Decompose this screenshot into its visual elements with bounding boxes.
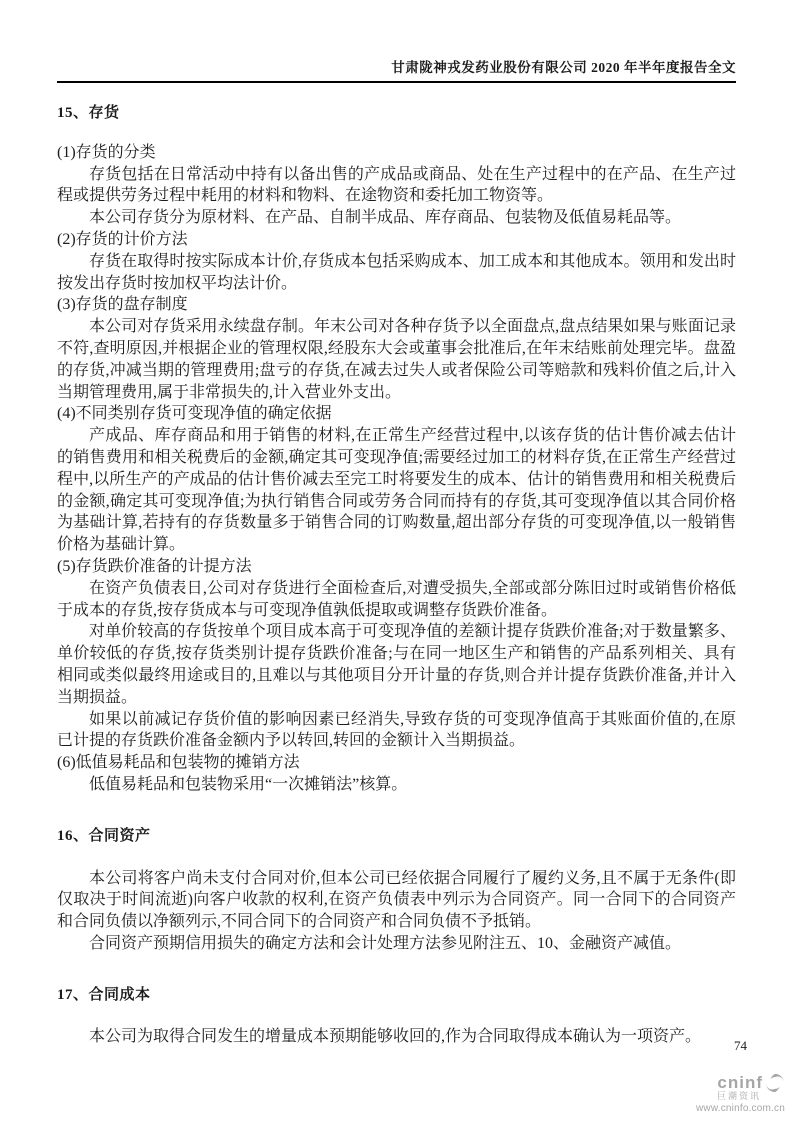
paragraph: 存货在取得时按实际成本计价,存货成本包括采购成本、加工成本和其他成本。领用和发出时按发出存货时按加权平均法计价。: [57, 252, 736, 292]
subsection-heading: (6)低值易耗品和包装物的摊销方法: [57, 754, 300, 772]
paragraph: 本公司将客户尚未支付合同对价,但本公司已经依据合同履行了履约义务,且不属于无条件(即仅取决于时间流逝)向客户收款的权利,在资产负债表中列示为合同资产。同一合同下的合同资产和合同负债以净额列示,不同合同下的合同资产和合同负债不予抵销。: [57, 869, 736, 931]
logo-brand-text: cninf: [717, 1072, 763, 1092]
page-header: [57, 0, 736, 83]
paragraph: 低值易耗品和包装物采用“一次摊销法”核算。: [89, 775, 408, 793]
cninfo-swirl-icon: [765, 1073, 785, 1093]
paragraph: 存货包括在日常活动中持有以备出售的产成品或商品、处在生产过程中的在产品、在生产过程或提供劳务过程中耗用的材料和物料、在途物资和委托加工物资等。: [57, 165, 736, 205]
paragraph: 对单价较高的存货按单个项目成本高于可变现净值的差额计提存货跌价准备;对于数量繁多、单价较低的存货,按存货类别计提存货跌价准备;与在同一地区生产和销售的产品系列相关、具有相同或类似最终用途或目的,且难以与其他项目分开计量的存货,则合并计提存货跌价准备,并计入当期损益。: [57, 623, 736, 706]
subsection-heading: (2)存货的计价方法: [57, 230, 188, 248]
page-number: 74: [734, 1038, 747, 1053]
section-title-15: 15、存货: [57, 105, 120, 121]
header-title: 甘肃陇神戎发药业股份有限公司 2020 年半年度报告全文: [391, 60, 736, 75]
logo-url: www.cninfo.com.cn: [696, 1103, 785, 1114]
paragraph: 在资产负债表日,公司对存货进行全面检查后,对遭受损失,全部或部分陈旧过时或销售价格低于成本的存货,按存货成本与可变现净值孰低提取或调整存货跌价准备。: [57, 579, 736, 619]
paragraph: 本公司为取得合同发生的增量成本预期能够收回的,作为合同取得成本确认为一项资产。: [89, 1028, 702, 1046]
paragraph: 本公司对存货采用永续盘存制。年末公司对各种存货予以全面盘点,盘点结果如果与账面记录不符,查明原因,并根据企业的管理权限,经股东大会或董事会批准后,在年末结账前处理完毕。盘盈的存货,冲减当期的管理费用;盘亏的存货,在减去过失人或者保险公司等赔款和残料价值之后,计入当期管理费用,属于非常损失的,计入营业外支出。: [57, 318, 736, 401]
paragraph: 产成品、库存商品和用于销售的材料,在正常生产经营过程中,以该存货的估计售价减去估计的销售费用和相关税费后的金额,确定其可变现净值;需要经过加工的材料存货,在正常生产经营过程中,以所生产的产成品的估计售价减去至完工时将要发生的成本、估计的销售费用和相关税费后的金额,确定其可变现净值;为执行销售合同或劳务合同而持有的存货,其可变现净值以其合同价格为基础计算,若持有的存货数量多于销售合同的订购数量,超出部分存货的可变现净值,以一般销售价格为基础计算。: [57, 427, 736, 554]
paragraph: 如果以前减记存货价值的影响因素已经消失,导致存货的可变现净值高于其账面价值的,在原已计提的存货跌价准备金额内予以转回,转回的金额计入当期损益。: [57, 710, 736, 750]
subsection-heading: (5)存货跌价准备的计提方法: [57, 557, 252, 575]
section-title-16: 16、合同资产: [57, 827, 151, 844]
section-title-17: 17、合同成本: [57, 986, 151, 1003]
document-content: [57, 103, 736, 1048]
paragraph: 本公司存货分为原材料、在产品、自制半成品、库存商品、包装物及低值易耗品等。: [89, 209, 682, 227]
subsection-heading: (4)不同类别存货可变现净值的确定依据: [57, 405, 332, 423]
subsection-heading: (1)存货的分类: [57, 143, 156, 161]
subsection-heading: (3)存货的盘存制度: [57, 296, 188, 314]
paragraph: 合同资产预期信用损失的确定方法和会计处理方法参见附注五、10、金融资产减值。: [89, 934, 682, 952]
cninfo-logo: [696, 1073, 785, 1114]
logo-subtitle: 巨潮资讯: [716, 1091, 761, 1102]
